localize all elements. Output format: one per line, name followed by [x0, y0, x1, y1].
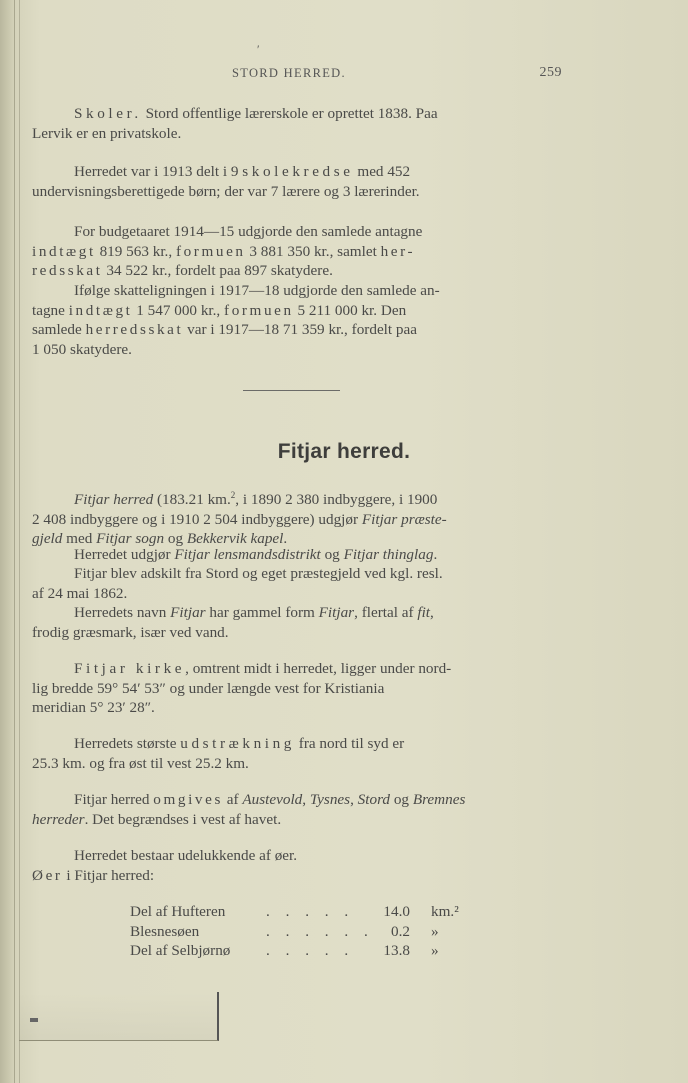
leader-dots: . . . . . . [266, 922, 374, 940]
section-heading-fitjar: Fitjar herred. [277, 440, 411, 463]
spaced-term-indtaegt: indtægt [32, 242, 96, 260]
italic-term: Stord [357, 791, 391, 808]
text-run: , omtrent midt i herredet, ligger under nord- [185, 660, 452, 677]
text-run: 3 881 350 kr., samlet [245, 242, 381, 260]
text-run: 25.3 km. og fra øst til vest 25.2 km. [32, 754, 249, 772]
islands-table [130, 902, 470, 961]
spaced-term-omgives: omgives [153, 791, 223, 808]
island-name: Blesnesøen [130, 922, 200, 940]
text-run: 2 408 indbyggere og i 1910 2 504 indbyggere) udgjør [32, 510, 362, 528]
running-head-title: STORD HERRED. [232, 66, 346, 80]
island-unit: » [431, 922, 439, 940]
text-run: undervisningsberettigede børn; der var 7 lærere og 3 lærerinder. [32, 182, 420, 200]
text-run: Herredets største [74, 735, 181, 752]
text-run: , i 1890 2 380 indbyggere, i 1900 [235, 491, 438, 509]
island-name: Del af Selbjørnø [130, 942, 231, 960]
text-run: og [320, 546, 344, 563]
text-run: 1 050 skatydere. [32, 340, 132, 358]
table-row [130, 902, 470, 922]
spaced-term-skolekredse: skolekredse [242, 163, 354, 180]
spaced-term-herredsskat: herredsskat [85, 321, 184, 339]
text-run: i Fitjar herred: [62, 866, 155, 884]
superscript: 2 [230, 490, 236, 500]
island-name: Del af Hufteren [130, 903, 226, 920]
island-area: 13.8 [383, 942, 410, 960]
italic-term: Fitjar herred [74, 491, 154, 509]
text-run: Stord offentlige lærerskole er oprettet 1838. Paa [141, 105, 438, 122]
text-run: , flertal af [354, 604, 418, 621]
text-run: . Det begrændses i vest af havet. [84, 810, 282, 828]
text-run: , [350, 791, 358, 808]
text-run: af 24 mai 1862. [32, 584, 128, 602]
text-run: , [302, 791, 310, 808]
italic-term: Tysnes [309, 791, 351, 808]
spaced-term-herredsskat-part1: her- [380, 242, 416, 260]
text-run: fra nord til syd er [294, 735, 405, 752]
stord-schools-paragraph [32, 104, 558, 143]
text-run: var i 1917—18 71 359 kr., fordelt paa [183, 321, 417, 339]
italic-term: herreder [32, 810, 85, 828]
island-unit: » [431, 942, 439, 960]
section-divider [243, 390, 340, 391]
italic-term: gjeld [32, 530, 63, 548]
text-run: , [430, 604, 434, 621]
table-row [130, 922, 470, 942]
italic-term: Fitjar sogn [96, 530, 165, 548]
spaced-term-formuen: formuen [175, 242, 246, 260]
spaced-term-herredsskat-part2: redsskat [32, 262, 103, 280]
fitjar-islands-intro [32, 846, 558, 885]
spaced-term-udstraekning: udstrækning [180, 735, 295, 752]
text-run: frodig græsmark, især ved vand. [32, 623, 229, 641]
text-run: . [433, 546, 438, 563]
stord-tax-1917-paragraph [32, 281, 558, 359]
spaced-term-oer: Øer [32, 866, 63, 884]
fitjar-name-paragraph [32, 603, 558, 642]
island-area: 14.0 [383, 903, 410, 920]
italic-term: Bremnes [412, 791, 466, 808]
fitjar-church-paragraph [32, 659, 558, 718]
text-run: tagne [32, 301, 69, 319]
text-run: 34 522 kr., fordelt paa 897 skatydere. [102, 262, 333, 280]
text-run: med 452 [353, 163, 411, 180]
text-run: og [164, 530, 187, 548]
scan-artifact-mark [30, 1018, 38, 1022]
running-head [232, 66, 562, 84]
spaced-term-skoler: Skoler. [74, 105, 142, 122]
text-run: lig bredde 59° 54′ 53″ og under længde vest for Kristiania [32, 679, 385, 697]
text-run: 1 547 000 kr., [132, 301, 225, 319]
text-run: (183.21 km. [153, 491, 231, 509]
text-run: For budgetaaret 1914—15 udgjorde den samlede antagne [74, 223, 423, 240]
book-spine [0, 0, 15, 1083]
leader-dots: . . . . . [266, 942, 355, 960]
fitjar-overview-paragraph [32, 486, 558, 549]
text-run: Fitjar herred [74, 791, 154, 808]
text-run: Fitjar blev adskilt fra Stord og eget præstegjeld ved kgl. resl. [74, 565, 443, 582]
italic-term: Fitjar thinglag [343, 546, 434, 563]
text-run: med [62, 530, 97, 548]
stord-budget-1914-paragraph [32, 222, 558, 281]
text-run: af [222, 791, 243, 808]
margin-line [19, 0, 20, 1083]
scan-artifact-strip [19, 992, 219, 1041]
stord-school-districts-paragraph [32, 162, 558, 201]
fitjar-separation-paragraph [32, 564, 558, 603]
text-run: Herredet var i 1913 delt i 9 [74, 163, 243, 180]
leader-dots: . . . . . [266, 903, 355, 920]
italic-term: fit [417, 604, 431, 621]
text-run: Lervik er en privatskole. [32, 124, 182, 142]
text-run: 5 211 000 kr. Den [293, 301, 407, 319]
spaced-term-formuen: formuen [224, 301, 294, 319]
italic-term: Fitjar [318, 604, 355, 621]
italic-term: Bekkervik kapel [186, 530, 284, 548]
page-number: 259 [539, 65, 562, 80]
island-unit: km.² [431, 903, 459, 920]
island-area: 0.2 [391, 922, 410, 940]
printer-mark: ′ [257, 42, 260, 56]
text-run: Ifølge skatteligningen i 1917—18 udgjorde den samlede an- [74, 282, 440, 299]
text-run: og [390, 791, 413, 808]
spaced-term-indtaegt: indtægt [68, 301, 133, 319]
text-run: samlede [32, 321, 86, 339]
spaced-term-fitjar-kirke: Fitjar kirke [74, 660, 186, 677]
text-run: Herredet udgjør [74, 546, 175, 563]
italic-term: Fitjar [170, 604, 206, 621]
text-run: har gammel form [205, 604, 319, 621]
text-run: meridian 5° 23′ 28″. [32, 699, 155, 717]
text-run: Herredets navn [74, 604, 171, 621]
text-run: 819 563 kr., [95, 242, 176, 260]
italic-term: Fitjar lensmandsdistrikt [174, 546, 321, 563]
table-row [130, 941, 470, 961]
text-run: Herredet bestaar udelukkende af øer. [74, 847, 298, 864]
fitjar-extent-paragraph [32, 734, 558, 773]
italic-term: Fitjar præste- [361, 510, 447, 528]
fitjar-district-paragraph [32, 545, 558, 565]
italic-term: Austevold [242, 791, 303, 808]
text-run: . [283, 530, 288, 548]
fitjar-borders-paragraph [32, 790, 558, 829]
